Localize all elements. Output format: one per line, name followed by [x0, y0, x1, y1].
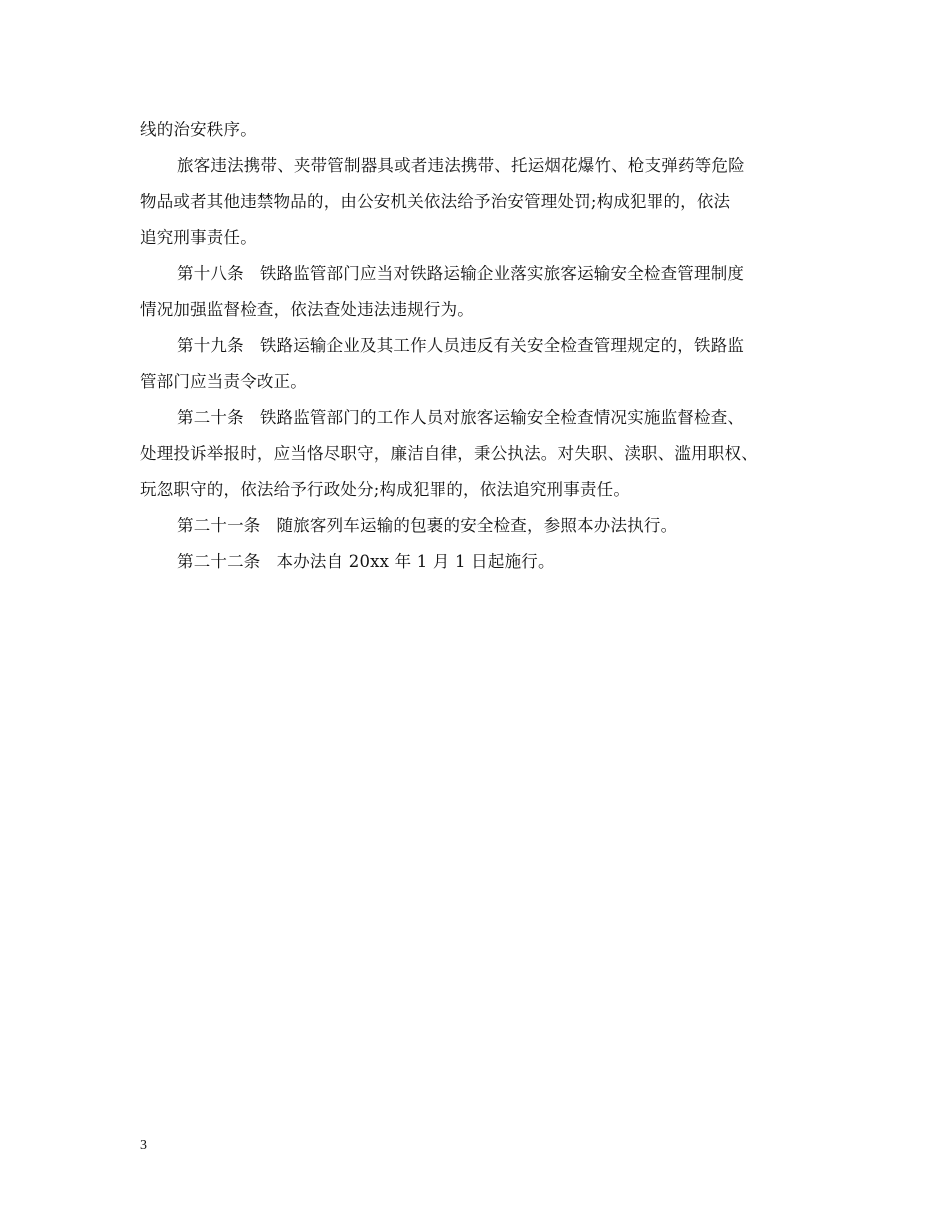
article-18-first-line	[140, 256, 820, 292]
article-number: 第二十一条	[177, 516, 261, 535]
line-text: 本办法自 20xx 年 1 月 1 日起施行。	[276, 552, 555, 571]
article-number: 第十九条	[177, 336, 244, 355]
page-number: 3	[140, 1138, 147, 1153]
text-line	[140, 436, 820, 472]
text-line	[140, 184, 820, 220]
article-21-line	[140, 508, 820, 544]
line-text: 线的治安秩序。	[140, 120, 257, 139]
line-text: 铁路运输企业及其工作人员违反有关安全检查管理规定的，铁路监	[259, 336, 745, 355]
article-19-first-line	[140, 328, 820, 364]
text-line	[140, 364, 820, 400]
line-text: 处理投诉举报时，应当恪尽职守，廉洁自律，秉公执法。对失职、渎职、滥用职权、	[140, 444, 758, 463]
document-body	[140, 112, 820, 580]
paragraph-first-line	[140, 148, 820, 184]
line-text: 铁路监管部门的工作人员对旅客运输安全检查情况实施监督检查、	[259, 408, 745, 427]
article-20-first-line	[140, 400, 820, 436]
line-text: 物品或者其他违禁物品的，由公安机关依法给予治安管理处罚;构成犯罪的，依法	[140, 192, 731, 211]
line-text: 玩忽职守的，依法给予行政处分;构成犯罪的，依法追究刑事责任。	[140, 480, 631, 499]
article-number: 第二十二条	[177, 552, 261, 571]
line-text: 情况加强监督检查，依法查处违法违规行为。	[140, 300, 474, 319]
text-line	[140, 472, 820, 508]
line-text: 旅客违法携带、夹带管制器具或者违法携带、托运烟花爆竹、枪支弹药等危险	[177, 156, 745, 175]
text-line	[140, 112, 820, 148]
line-text: 管部门应当责令改正。	[140, 372, 307, 391]
line-text: 追究刑事责任。	[140, 228, 257, 247]
line-text: 随旅客列车运输的包裹的安全检查，参照本办法执行。	[276, 516, 678, 535]
article-number: 第十八条	[177, 264, 244, 283]
line-text: 铁路监管部门应当对铁路运输企业落实旅客运输安全检查管理制度	[259, 264, 745, 283]
text-line	[140, 292, 820, 328]
article-number: 第二十条	[177, 408, 244, 427]
article-22-line	[140, 544, 820, 580]
text-line	[140, 220, 820, 256]
